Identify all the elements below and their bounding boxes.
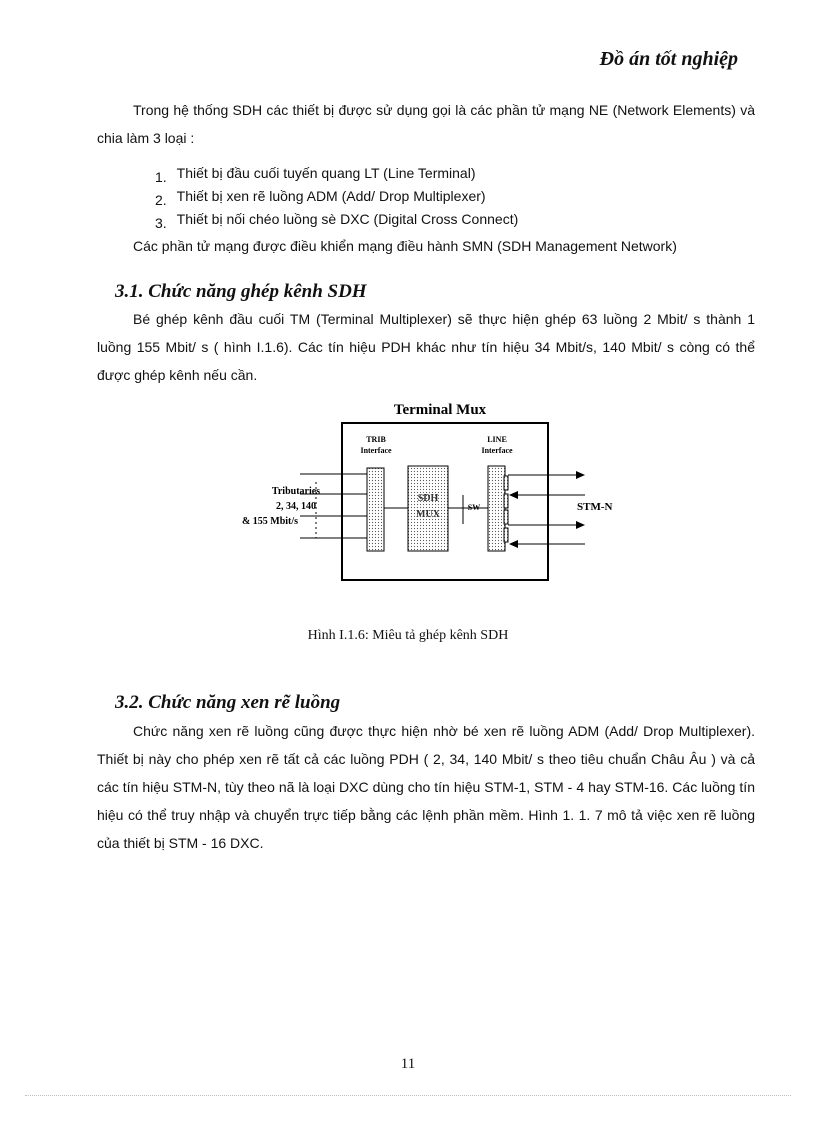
sdh-mux-label-1: SDH (417, 493, 439, 504)
line-interface-label-2: Interface (481, 446, 513, 455)
sdh-mux-label-2: MUX (416, 509, 440, 520)
stm-n-label: STM-N (577, 501, 613, 513)
section-heading-3-2: 3.2. Chức năng xen rẽ luồng (115, 692, 341, 713)
list-item-number: 2. (155, 192, 167, 208)
trib-interface-label-1: TRIB (366, 435, 386, 444)
page-number: 11 (400, 1056, 416, 1072)
arrow-right-icon (576, 471, 585, 479)
section-3-1-paragraph: Bé ghép kênh đầu cuối TM (Terminal Multiplexer) sẽ thực hiện ghép 63 luồng 2 Mbit/ s thành 1 luồng 155 Mbit/ s ( hình I.1.6). Các tín hiệu PDH khác như tín hiệu 34 Mbit/s, 140 Mbit/ s còng có thể được ghép kênh nếu cần. (97, 311, 755, 383)
line-interface-block (488, 466, 505, 551)
intro-paragraph: Trong hệ thống SDH các thiết bị được sử dụng gọi là các phần tử mạng NE (Network Elements) và chia làm 3 loại : (97, 102, 755, 146)
line-port-2 (504, 494, 508, 508)
trib-interface-block (367, 468, 384, 551)
tributaries-label-3: & 155 Mbit/s (241, 516, 299, 527)
equipment-list (155, 162, 518, 231)
list-item (155, 208, 518, 231)
trib-interface-label-2: Interface (360, 446, 392, 455)
arrow-right-icon (576, 521, 585, 529)
tributaries-label-1: Tributaries (271, 486, 321, 497)
line-interface-label-1: LINE (487, 435, 507, 444)
list-item-text: Thiết bị đầu cuối tuyến quang LT (Line Terminal) (176, 165, 476, 181)
section-heading-3-1: 3.1. Chức năng ghép kênh SDH (115, 281, 367, 302)
switch-label: SW (467, 503, 481, 512)
list-item-number: 3. (155, 215, 167, 231)
terminal-mux-diagram (230, 398, 630, 598)
footer-divider (25, 1095, 791, 1096)
arrow-left-icon (509, 491, 518, 499)
line-port-4 (504, 528, 508, 542)
list-item-text: Thiết bị nối chéo luồng sè DXC (Digital Cross Connect) (176, 211, 519, 227)
tributaries-label-2: 2, 34, 140 (276, 501, 316, 512)
list-item-text: Thiết bị xen rẽ luồng ADM (Add/ Drop Multiplexer) (176, 188, 486, 204)
figure-title: Terminal Mux (393, 402, 487, 418)
header-title: Đồ án tốt nghiệp (599, 48, 738, 70)
figure-caption: Hình I.1.6: Miêu tả ghép kênh SDH (307, 628, 509, 643)
list-item-number: 1. (155, 169, 167, 185)
line-port-3 (504, 510, 508, 524)
intro-closing-paragraph: Các phần tử mạng được điều khiển mạng điều hành SMN (SDH Management Network) (133, 238, 677, 254)
terminal-mux-figure (230, 398, 630, 598)
arrow-left-icon (509, 540, 518, 548)
line-port-1 (504, 476, 508, 490)
list-item (155, 185, 518, 208)
list-item (155, 162, 518, 185)
section-3-2-paragraph: Chức năng xen rẽ luồng cũng được thực hiện nhờ bé xen rẽ luồng ADM (Add/ Drop Multiplexer). Thiết bị này cho phép xen rẽ tất cả các luồng PDH ( 2, 34, 140 Mbit/ s theo tiêu chuẩn Châu Âu ) và cả các tín hiệu STM-N, tùy theo nã là loại DXC dùng cho tín hiệu STM-1, STM - 4 hay STM-16. Các luồng tín hiệu có thể truy nhập và chuyển trực tiếp bằng các lệnh phần mềm. Hình 1. 1. 7 mô tả việc xen rẽ luồng của thiết bị STM - 16 DXC. (97, 723, 755, 851)
